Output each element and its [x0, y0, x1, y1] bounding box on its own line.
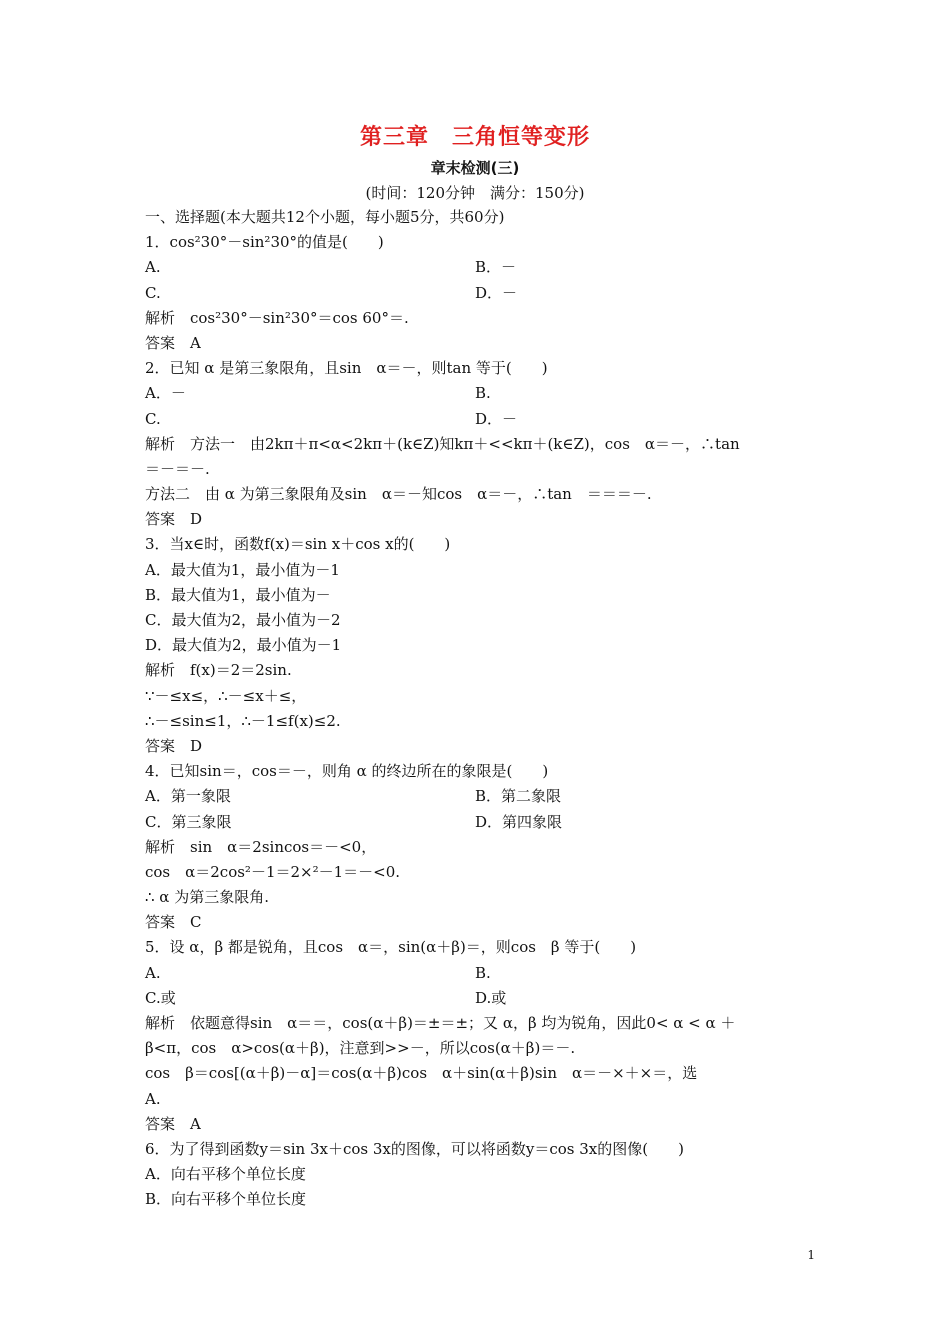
text-line: 答案 C — [145, 913, 202, 932]
text-line: A. — [145, 1089, 161, 1108]
text-line: ∴ α 为第三象限角. — [145, 888, 269, 907]
option-row — [145, 810, 813, 835]
section-subtitle: 章末检测(三) — [430, 159, 520, 177]
option-right: D．－ — [475, 283, 518, 302]
text-line: 解析 方法一 由2kπ＋π<α<2kπ＋(k∈Z)知kπ＋<<kπ＋(k∈Z)，cos α＝－，∴tan — [145, 434, 740, 453]
text-line: 解析 依题意得sin α＝＝，cos(α＋β)＝±＝±；又 α，β 均为锐角，因此0< α < α ＋ — [145, 1014, 736, 1032]
option-right: B. — [475, 384, 491, 403]
option-left: A. — [145, 963, 161, 982]
option-right: D．第四象限 — [475, 812, 563, 831]
option-left: C.或 — [145, 988, 176, 1007]
text-line: 4．已知sin＝，cos＝－，则角 α 的终边所在的象限是( ) — [145, 762, 549, 781]
option-row — [145, 986, 813, 1011]
option-right: B．第二象限 — [475, 787, 562, 806]
option-row — [145, 281, 813, 306]
option-right: D.或 — [475, 988, 507, 1007]
text-line: 3．当x∈时，函数f(x)＝sin x＋cos x的( ) — [145, 535, 451, 554]
text-line: 答案 D — [145, 736, 203, 755]
text-line: 答案 A — [145, 1114, 201, 1133]
text-line: cos α＝2cos²－1＝2×²－1＝－<0. — [145, 862, 401, 881]
chapter-title: 第三章 三角恒等变形 — [359, 125, 590, 150]
text-line: 5．设 α，β 都是锐角，且cos α＝，sin(α＋β)＝，则cos β 等于( ) — [145, 938, 637, 957]
document-body — [145, 205, 813, 1213]
text-line: ∵－≤x≤，∴－≤x＋≤， — [145, 686, 307, 705]
option-row — [145, 961, 813, 986]
exam-meta: (时间：120分钟 满分：150分) — [365, 184, 585, 202]
text-line: A．向右平移个单位长度 — [145, 1165, 306, 1184]
text-line: cos β＝cos[(α＋β)－α]＝cos(α＋β)cos α＋sin(α＋β)sin α＝－×＋×＝，选 — [145, 1064, 698, 1083]
option-left: A．第一象限 — [145, 787, 231, 806]
text-line: B．最大值为1，最小值为－ — [145, 585, 331, 604]
text-line: B．向右平移个单位长度 — [145, 1190, 307, 1209]
text-line: 2．已知 α 是第三象限角，且sin α＝－，则tan 等于( ) — [145, 359, 548, 378]
text-line: β<π，cos α>cos(α＋β)，注意到>>－，所以cos(α＋β)＝－. — [145, 1039, 576, 1058]
text-line: 1．cos²30°－sin²30°的值是( ) — [145, 233, 384, 252]
text-line: 方法二 由 α 为第三象限角及sin α＝－知cos α＝－，∴tan ＝＝＝－. — [145, 485, 652, 504]
option-right: B. — [475, 963, 491, 982]
text-line: ＝－＝－. — [145, 459, 210, 478]
option-left: A．－ — [145, 384, 186, 403]
option-row — [145, 407, 813, 432]
text-line: 解析 f(x)＝2＝2sin. — [145, 661, 292, 680]
text-line: C．最大值为2，最小值为－2 — [145, 611, 341, 629]
text-line: ∴－≤sin≤1，∴－1≤f(x)≤2. — [145, 711, 341, 730]
text-line: D．最大值为2，最小值为－1 — [145, 636, 342, 655]
text-line: 答案 D — [145, 510, 203, 529]
option-row — [145, 381, 813, 406]
option-left: C．第三象限 — [145, 812, 232, 831]
option-right: B．－ — [475, 258, 517, 277]
text-line: 解析 cos²30°－sin²30°＝cos 60°＝. — [145, 308, 409, 327]
option-row — [145, 255, 813, 280]
text-line: 解析 sin α＝2sincos＝－<0， — [145, 837, 377, 856]
option-right: D．－ — [475, 409, 518, 428]
text-line: 6．为了得到函数y＝sin 3x＋cos 3x的图像，可以将函数y＝cos 3x的图像( ) — [145, 1139, 684, 1158]
text-line: 答案 A — [145, 333, 201, 352]
option-left: A. — [145, 258, 161, 277]
page-number: 1 — [807, 1248, 815, 1262]
text-line: 一、选择题(本大题共12个小题，每小题5分，共60分) — [145, 208, 505, 226]
option-row — [145, 784, 813, 809]
option-left: C. — [145, 409, 161, 428]
option-left: C. — [145, 283, 161, 302]
text-line: A．最大值为1，最小值为－1 — [145, 560, 340, 579]
